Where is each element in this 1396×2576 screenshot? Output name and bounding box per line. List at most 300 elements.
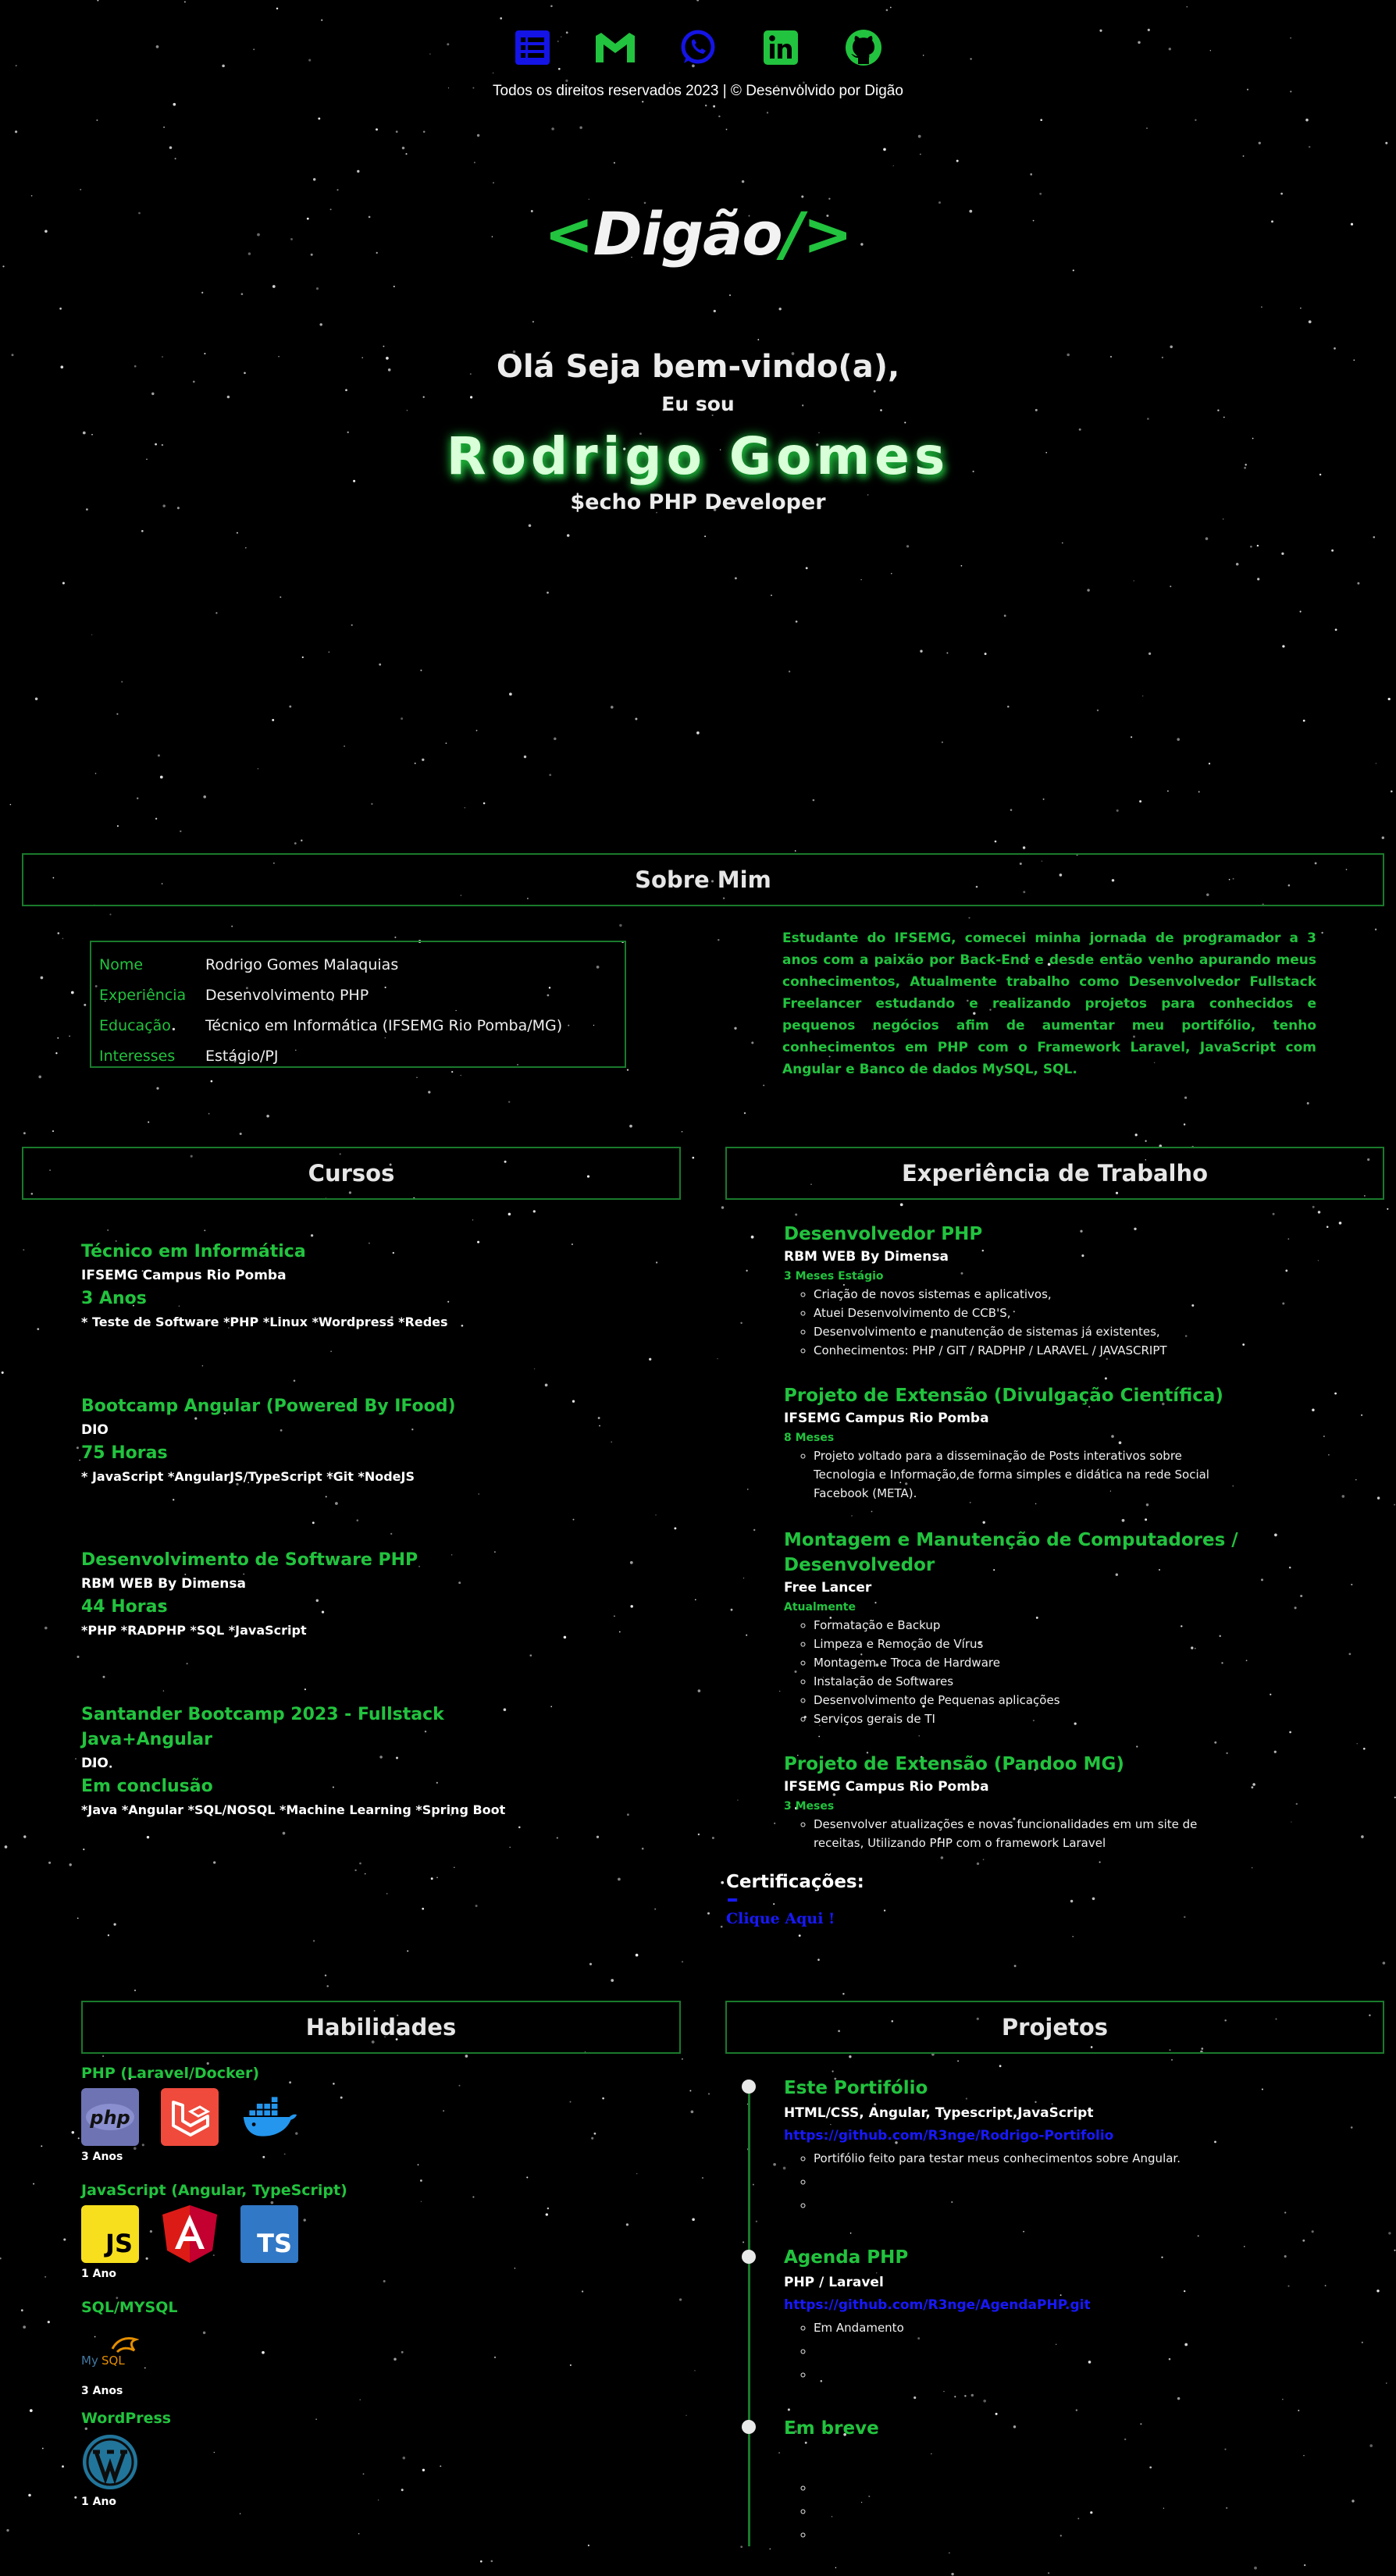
- project-bullet: [814, 2363, 1377, 2386]
- course-item: [81, 1548, 675, 1642]
- star: [80, 189, 81, 190]
- course-topics: *PHP *RADPHP *SQL *JavaScript: [81, 1623, 307, 1638]
- star: [52, 1130, 54, 1132]
- star: [1223, 417, 1225, 418]
- star: [1257, 545, 1259, 546]
- brand-open-tag: <: [543, 199, 593, 269]
- star: [635, 717, 637, 720]
- star: [383, 346, 384, 347]
- star: [1014, 1965, 1017, 1967]
- star: [1122, 1519, 1125, 1522]
- skill-category: JavaScript (Angular, TypeScript): [81, 2182, 347, 2199]
- star: [746, 1635, 747, 1636]
- star: [920, 650, 922, 653]
- star: [721, 1881, 724, 1884]
- star: [1261, 306, 1262, 308]
- star: [567, 534, 570, 537]
- star: [591, 2137, 593, 2140]
- star: [832, 2070, 834, 2072]
- mysql-logo: [81, 2322, 139, 2380]
- star: [428, 1091, 430, 1093]
- star: [1282, 645, 1284, 647]
- courses-heading: Cursos: [22, 1147, 681, 1200]
- star: [611, 1979, 614, 1982]
- star: [1257, 578, 1259, 580]
- star: [818, 1736, 820, 1738]
- star: [74, 2496, 77, 2499]
- star: [983, 2400, 986, 2403]
- star: [440, 2465, 441, 2467]
- star: [1062, 543, 1063, 544]
- star: [801, 195, 803, 197]
- star: [113, 1923, 116, 1926]
- star: [714, 310, 716, 312]
- about-text: Estudante do IFSEMG, comecei minha jornada de programador a 3 anos com a paixão por Back-End e desde então venho apurando meus conhecimentos, Atualmente trabalho como Desenvolvedor Fullstack Freelancer estudando e realizando projetos para conhecidos e pequenos negócios afim de aumentar meu portifólio, tenho conhecimentos em PHP com o Framework Laravel, JavaScript com Angular e Banco de dados MySQL, SQL.: [782, 930, 1316, 1077]
- star: [454, 1867, 455, 1869]
- star: [692, 2218, 695, 2221]
- star: [893, 165, 894, 166]
- star: [15, 130, 17, 133]
- timeline-dot: [742, 2250, 756, 2264]
- star: [1282, 2399, 1283, 2400]
- star: [788, 2408, 790, 2411]
- star: [401, 2489, 404, 2491]
- course-title: Técnico em Informática: [81, 1242, 306, 1261]
- star: [1388, 698, 1391, 700]
- star: [390, 1533, 392, 1535]
- star: [379, 664, 381, 666]
- star: [995, 841, 997, 843]
- star: [1302, 2240, 1305, 2242]
- job-period: 3 Meses: [784, 1800, 835, 1813]
- star: [1170, 346, 1173, 349]
- star: [83, 1848, 84, 1850]
- star: [158, 754, 160, 756]
- job-item: [784, 1222, 1385, 1360]
- star: [1280, 193, 1283, 195]
- star: [475, 1905, 478, 1907]
- star: [460, 1075, 461, 1076]
- star: [985, 653, 987, 655]
- star: [1198, 2235, 1199, 2236]
- star: [345, 389, 347, 391]
- star: [45, 2276, 46, 2278]
- skill-group: [81, 2182, 347, 2280]
- job-title: Projeto de Extensão (Divulgação Científica): [784, 1386, 1223, 1406]
- linkedin-icon[interactable]: [760, 27, 802, 69]
- star: [1209, 763, 1210, 764]
- star: [941, 1856, 944, 1859]
- skill-category: PHP (Laravel/Docker): [81, 2065, 260, 2082]
- star: [215, 612, 217, 614]
- star: [588, 2545, 589, 2546]
- star: [148, 1121, 149, 1123]
- star: [618, 1878, 621, 1881]
- job-bullet: ◦ Criação de novos sistemas e aplicativos,: [814, 1285, 1385, 1304]
- project-bullets: [814, 2316, 1377, 2386]
- skill-logos: [81, 2205, 347, 2263]
- project-title: Agenda PHP: [784, 2247, 909, 2268]
- star: [554, 738, 557, 741]
- star: [95, 773, 97, 774]
- star: [23, 1132, 26, 1134]
- course-institution: DIO: [81, 1756, 109, 1771]
- star: [301, 840, 302, 841]
- star: [48, 2321, 50, 2323]
- star: [850, 2233, 852, 2234]
- star: [835, 2567, 836, 2568]
- star: [386, 1893, 387, 1894]
- star: [376, 128, 378, 130]
- star: [78, 2137, 80, 2139]
- skill-logos: [81, 2322, 178, 2380]
- star: [707, 1912, 710, 1915]
- star: [920, 154, 921, 155]
- star: [795, 1213, 797, 1215]
- star: [0, 2258, 2, 2260]
- star: [702, 2177, 703, 2179]
- project-bullets: [814, 2147, 1377, 2217]
- star: [383, 2280, 386, 2282]
- course-topics: *Java *Angular *SQL/NOSQL *Machine Learning *Spring Boot: [81, 1802, 506, 1817]
- star: [602, 2097, 604, 2100]
- star: [532, 321, 534, 322]
- star: [771, 595, 772, 596]
- star: [117, 825, 119, 827]
- star: [41, 977, 44, 980]
- star: [735, 577, 737, 579]
- js-logo: [81, 2205, 139, 2263]
- star: [1087, 589, 1089, 591]
- star: [629, 1125, 632, 1128]
- star: [691, 2110, 694, 2113]
- job-company: RBM WEB By Dimensa: [784, 1249, 949, 1265]
- course-title: Santander Bootcamp 2023 - Fullstack: [81, 1705, 444, 1724]
- star: [729, 294, 731, 296]
- star: [1386, 2382, 1387, 2383]
- star: [1254, 2567, 1257, 2570]
- star: [1394, 1797, 1396, 1799]
- star: [315, 2418, 316, 2419]
- star: [545, 1384, 548, 1387]
- star: [421, 2201, 422, 2202]
- project-bullet: [814, 2500, 1377, 2523]
- info-value: Rodrigo Gomes Malaquias: [205, 955, 399, 973]
- php-logo: [81, 2088, 139, 2146]
- star: [642, 1848, 644, 1850]
- star: [72, 2131, 75, 2134]
- star: [756, 2221, 757, 2222]
- star: [1300, 610, 1302, 612]
- hero-greeting: Olá Seja bem-vindo(a),: [496, 349, 900, 385]
- star: [436, 1877, 437, 1878]
- star: [472, 1219, 473, 1220]
- angular-logo: [161, 2205, 219, 2263]
- star: [318, 117, 320, 119]
- course-institution: DIO: [81, 1422, 109, 1438]
- star: [582, 2290, 583, 2292]
- star: [718, 939, 719, 941]
- star: [396, 130, 398, 133]
- job-item: [784, 1528, 1385, 1728]
- typescript-logo: [240, 2205, 298, 2263]
- star: [175, 158, 176, 159]
- star: [547, 2208, 549, 2209]
- star: [420, 2179, 422, 2182]
- star: [1289, 1731, 1291, 1734]
- hero-intro: Eu sou: [661, 393, 735, 415]
- job-company: IFSEMG Campus Rio Pomba: [784, 1411, 989, 1426]
- job-bullet-continuation: Tecnologia e Informação,de forma simples e didática na rede Social: [814, 1468, 1209, 1482]
- star: [422, 759, 424, 761]
- star: [1177, 738, 1180, 741]
- job-bullet: ◦ Desenvolvimento de Pequenas aplicações: [814, 1691, 1385, 1710]
- job-bullet-continuation: Facebook (META).: [814, 1486, 917, 1500]
- skill-category: WordPress: [81, 2410, 172, 2427]
- star: [740, 2546, 743, 2548]
- star: [1321, 932, 1323, 934]
- star: [173, 103, 176, 106]
- star: [534, 1368, 535, 1369]
- star: [1309, 146, 1310, 148]
- project-title: Este Portifólio: [784, 2078, 928, 2098]
- star: [476, 730, 478, 731]
- job-bullet: ◦ Limpeza e Remoção de Vírus: [814, 1635, 1385, 1653]
- cert-link-marker: [728, 1898, 737, 1902]
- project-item: [784, 2075, 1377, 2217]
- job-bullets: [814, 1815, 1385, 1852]
- star: [184, 1, 186, 2]
- star: [187, 1663, 188, 1664]
- course-item: [81, 1240, 675, 1333]
- star: [968, 917, 970, 919]
- job-bullet: ◦ Atuei Desenvolvimento de CCB'S,: [814, 1304, 1385, 1322]
- star: [402, 147, 404, 149]
- star: [1184, 1123, 1185, 1125]
- star: [696, 731, 700, 735]
- star: [774, 1823, 775, 1824]
- star: [806, 567, 808, 569]
- svg-text:SQL: SQL: [101, 2354, 125, 2368]
- star: [42, 2448, 44, 2450]
- job-period: 3 Meses Estágio: [784, 1270, 884, 1283]
- course-title: Desenvolvimento de Software PHP: [81, 1550, 418, 1570]
- star: [655, 1514, 656, 1515]
- info-row-experience: [99, 980, 625, 1010]
- star: [698, 1834, 700, 1835]
- star: [1076, 2409, 1077, 2411]
- star: [41, 2145, 42, 2147]
- star: [1135, 1133, 1138, 1136]
- star: [718, 116, 720, 117]
- star: [84, 1004, 86, 1006]
- star: [394, 937, 396, 938]
- star: [102, 2055, 104, 2057]
- star: [773, 2163, 776, 2166]
- star: [96, 119, 98, 121]
- star: [918, 1735, 920, 1737]
- star: [533, 1210, 536, 1212]
- star: [1184, 1097, 1187, 1099]
- star: [169, 146, 173, 149]
- star: [757, 339, 759, 340]
- project-bullets: [814, 2476, 1377, 2546]
- star: [6, 2529, 9, 2532]
- star: [799, 1934, 801, 1937]
- star: [626, 2223, 629, 2226]
- star: [731, 1609, 733, 1611]
- star: [77, 1656, 79, 1658]
- job-company: Free Lancer: [784, 1580, 872, 1596]
- star: [1335, 628, 1337, 631]
- star: [1030, 173, 1032, 176]
- star: [529, 1654, 532, 1656]
- job-title: Projeto de Extensão (Pandoo MG): [784, 1754, 1124, 1774]
- course-topics: * JavaScript *AngularJS/TypeScript *Git *NodeJS: [81, 1469, 415, 1484]
- github-icon[interactable]: [842, 27, 885, 69]
- brand-logo[interactable]: [0, 199, 1396, 269]
- job-bullet: ◦ Instalação de Softwares: [814, 1672, 1385, 1691]
- timeline-line: [748, 2080, 750, 2546]
- star: [1307, 1102, 1309, 1105]
- star: [636, 1954, 639, 1957]
- star: [900, 1203, 903, 1206]
- star: [272, 285, 276, 288]
- star: [141, 530, 144, 532]
- star: [163, 126, 165, 128]
- list-icon[interactable]: [511, 27, 554, 69]
- star: [494, 2357, 496, 2358]
- star: [1040, 119, 1042, 121]
- star: [173, 1499, 174, 1500]
- experience-heading: Experiência de Trabalho: [725, 1147, 1384, 1200]
- skill-group: [81, 2410, 171, 2508]
- star: [611, 706, 614, 709]
- star: [201, 292, 203, 294]
- star: [1187, 6, 1188, 8]
- star: [1363, 1748, 1366, 1750]
- star: [134, 1990, 136, 1991]
- star: [842, 1993, 844, 1994]
- job-bullet: ◦ Desenvolvimento e manutenção de sistemas já existentes,: [814, 1322, 1385, 1341]
- timeline-dot: [742, 2420, 756, 2434]
- project-bullet: [814, 2170, 1377, 2194]
- course-duration: Em conclusão: [81, 1777, 213, 1796]
- certifications-link[interactable]: Clique Aqui !: [726, 1910, 835, 1927]
- star: [721, 1926, 723, 1928]
- job-bullets: [814, 1446, 1385, 1503]
- star: [180, 831, 181, 832]
- job-period: 8 Meses: [784, 1432, 835, 1444]
- star: [743, 2241, 744, 2243]
- star: [431, 1877, 433, 1880]
- info-row-name: [99, 949, 625, 980]
- whatsapp-icon[interactable]: [677, 27, 719, 69]
- star: [961, 565, 963, 567]
- star: [957, 2060, 959, 2062]
- project-link[interactable]: https://github.com/R3nge/Rodrigo-Portifolio: [784, 2128, 1114, 2144]
- project-link[interactable]: https://github.com/R3nge/AgendaPHP.git: [784, 2297, 1091, 2313]
- star: [276, 8, 279, 10]
- star: [37, 1328, 39, 1330]
- star: [163, 1690, 164, 1691]
- star: [744, 1112, 746, 1114]
- star: [1205, 537, 1209, 540]
- star: [62, 938, 64, 939]
- star: [942, 742, 943, 743]
- star: [1318, 1211, 1320, 1213]
- star: [529, 525, 532, 528]
- star: [1303, 720, 1305, 722]
- about-info-table: [90, 941, 626, 1068]
- star: [491, 2560, 493, 2563]
- star: [1309, 320, 1312, 323]
- star: [1004, 614, 1006, 617]
- star: [405, 153, 407, 155]
- star: [737, 1799, 738, 1800]
- star: [983, 1859, 985, 1860]
- star: [359, 1863, 361, 1865]
- star: [508, 1213, 511, 1216]
- star: [55, 1052, 57, 1054]
- star: [951, 2573, 953, 2575]
- laravel-logo: [161, 2088, 219, 2146]
- skill-years: 1 Ano: [81, 2268, 117, 2280]
- star: [474, 162, 475, 163]
- star: [321, 20, 322, 21]
- course-institution: IFSEMG Campus Rio Pomba: [81, 1268, 287, 1283]
- star: [1304, 2564, 1305, 2566]
- star: [964, 2395, 966, 2396]
- info-value: Desenvolvimento PHP: [205, 986, 369, 1004]
- star: [283, 1832, 286, 1835]
- star: [817, 1959, 820, 1961]
- star: [23, 1835, 26, 1838]
- star: [1312, 1206, 1315, 1208]
- star: [416, 1077, 417, 1078]
- ts-logo-text: TS: [257, 2229, 292, 2258]
- star: [240, 1133, 242, 1135]
- gmail-icon[interactable]: [594, 27, 636, 69]
- star: [1039, 193, 1042, 195]
- star: [891, 573, 892, 574]
- hero-name: Rodrigo Gomes: [446, 426, 950, 486]
- star: [1116, 809, 1119, 812]
- star: [1072, 1936, 1074, 1937]
- star: [423, 131, 426, 133]
- star: [717, 1358, 718, 1359]
- star: [1073, 269, 1074, 271]
- star: [108, 1934, 109, 1936]
- star: [79, 1460, 80, 1461]
- star: [401, 717, 403, 720]
- star: [241, 293, 244, 295]
- projects-heading: Projetos: [725, 2001, 1384, 2054]
- star: [693, 1157, 695, 1159]
- star: [704, 535, 706, 537]
- star: [2, 1372, 4, 1374]
- star: [31, 195, 33, 197]
- info-value: Técnico em Informática (IFSEMG Rio Pomba/MG): [205, 1016, 563, 1034]
- star: [266, 1115, 269, 1118]
- star: [679, 2298, 682, 2300]
- project-bullet: [814, 2476, 1377, 2500]
- star: [508, 1101, 510, 1102]
- project-bullet: ◦ Portifólio feito para testar meus conhecimentos sobre Angular.: [814, 2147, 1377, 2170]
- star: [333, 2083, 335, 2085]
- star: [1105, 1377, 1107, 1379]
- job-bullet: ◦ Desenvolver atualizações e novas funcionalidades em um site de: [814, 1815, 1385, 1834]
